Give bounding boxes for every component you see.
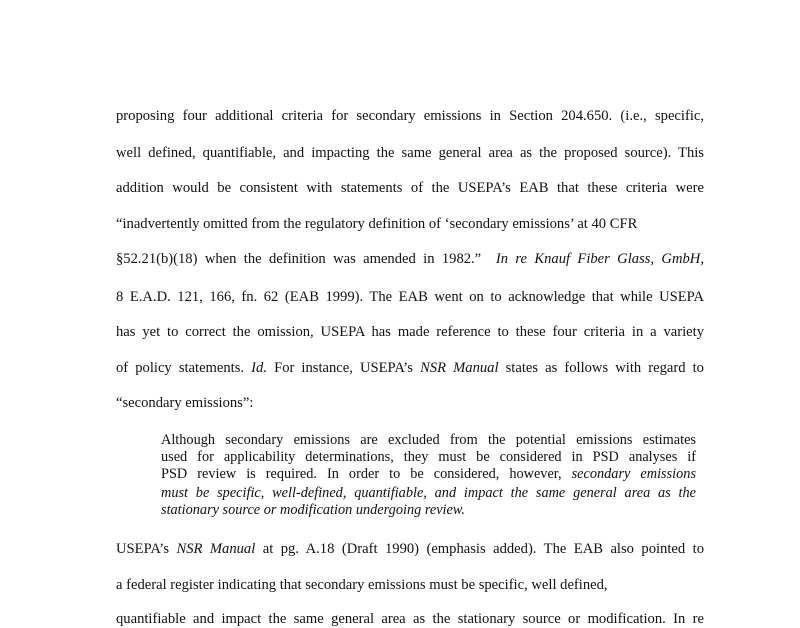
paragraph-line-citation (116, 250, 704, 268)
text-fragment: at pg. A.18 (Draft 1990) (emphasis added). The EAB also pointed to (255, 541, 704, 557)
blockquote-line-mixed (161, 465, 696, 483)
emphasized-text: secondary emissions (571, 466, 697, 482)
blockquote-line-emph (161, 484, 696, 502)
text-fragment: For instance, USEPA’s (266, 360, 421, 376)
text-fragment: of policy statements. (116, 360, 245, 376)
paragraph-line: 8 E.A.D. 121, 166, fn. 62 (EAB 1999). The EAB went on to acknowledge that while USEPA (116, 289, 704, 305)
blockquote-line-emph (161, 501, 465, 519)
paragraph-line: proposing four additional criteria for secondary emissions in Section 204.650. (i.e., specific, (116, 108, 704, 124)
paragraph-line: well defined, quantifiable, and impacting the same general area as the proposed source). This (116, 145, 704, 161)
paragraph-line: “secondary emissions”: (116, 395, 254, 411)
paragraph-line: addition would be consistent with statements of the USEPA’s EAB that these criteria were (116, 180, 704, 196)
text-fragment: USEPA’s (116, 541, 177, 557)
paragraph-line: “inadvertently omitted from the regulatory definition of ‘secondary emissions’ at 40 CFR (116, 216, 638, 232)
blockquote-line: Although secondary emissions are excluded from the potential emissions estimates (161, 432, 696, 448)
paragraph-line: has yet to correct the omission, USEPA has made reference to these four criteria in a variety (116, 324, 704, 340)
text-fragment: PSD review is required. In order to be considered, however, (161, 466, 572, 482)
paragraph-line-nsr-cite (116, 540, 704, 558)
emphasized-text: stationary source or modification undergoing review. (161, 502, 465, 518)
citation-text: §52.21(b)(18) when the definition was amended in 1982.” (116, 251, 482, 267)
blockquote-line: used for applicability determinations, they must be considered in PSD analyses if (161, 449, 696, 465)
id-citation: Id. (251, 360, 267, 376)
paragraph-line-nsr (116, 359, 704, 377)
paragraph-line: a federal register indicating that secondary emissions must be specific, well defined, (116, 577, 608, 593)
paragraph-line-cutoff: quantifiable and impact the same general area as the stationary source or modification. In re (116, 611, 704, 627)
case-name: In re Knauf Fiber Glass, GmbH, (495, 251, 704, 267)
manual-title: NSR Manual (420, 360, 499, 376)
manual-title: NSR Manual (176, 541, 256, 557)
text-fragment: states as follows with regard to (498, 360, 704, 376)
emphasized-text: must be specific, well-defined, quantifiable, and impact the same general area as the (161, 485, 696, 501)
